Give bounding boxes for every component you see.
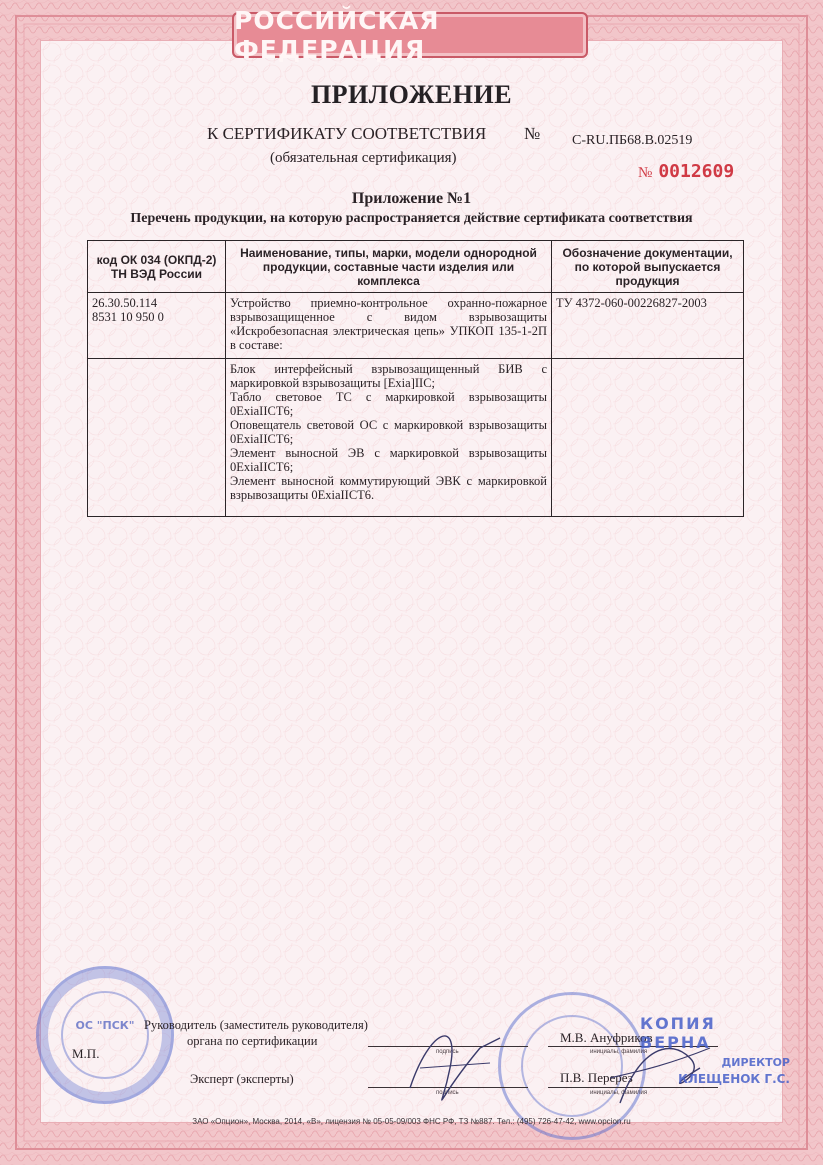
copy-certified-stamp <box>640 1014 790 1086</box>
head-label-1: Руководитель (заместитель руководителя) <box>144 1018 368 1032</box>
copy-stamp-line-1: КОПИЯ ВЕРНА <box>640 1014 716 1052</box>
certificate-line: К СЕРТИФИКАТУ СООТВЕТСТВИЯ <box>207 124 487 143</box>
header-name: Наименование, типы, марки, модели однородной продукции, составные части изделия или комплекса <box>226 241 552 293</box>
certificate-no-sign: № <box>524 124 541 143</box>
header-code: код ОК 034 (ОКПД-2) ТН ВЭД России <box>88 241 226 293</box>
component-item: Элемент выносной коммутирующий ЭВК с маркировкой взрывозащиты 0ExiaIICT6. <box>230 474 547 502</box>
copy-stamp-line-3: КЛЕЩЕНОК Г.С. <box>678 1072 790 1086</box>
component-item: Оповещатель световой ОС с маркировкой взрывозащиты 0ExiaIICT6; <box>230 418 547 446</box>
expert-signature-caption: подпись <box>436 1090 459 1096</box>
empty-code-cell <box>88 359 226 517</box>
blank-number-label: № <box>638 165 653 181</box>
header-documentation: Обозначение документации, по которой выпускается продукция <box>552 241 744 293</box>
component-item: Блок интерфейсный взрывозащищенный БИВ с маркировкой взрывозащиты [Exia]IIC; <box>230 362 547 390</box>
copy-stamp-line-2: ДИРЕКТОР <box>721 1056 790 1069</box>
head-label-2: органа по сертификации <box>187 1034 318 1048</box>
documentation-cell: ТУ 4372-060-00226827-2003 <box>552 293 744 359</box>
expert-initials-caption: инициалы, фамилия <box>590 1090 648 1096</box>
certificate-number: C-RU.ПБ68.В.02519 <box>572 133 693 148</box>
certification-type: (обязательная сертификация) <box>270 150 457 166</box>
expert-name: П.В. Перерез <box>560 1070 633 1085</box>
code-okpd: 26.30.50.114 <box>92 296 158 310</box>
seal-inner-ring <box>61 991 149 1079</box>
blank-number <box>638 161 734 182</box>
table-row <box>88 359 744 517</box>
component-item: Табло световое ТС с маркировкой взрывозащиты 0ExiaIICT6; <box>230 390 547 418</box>
table-header-row <box>88 241 744 293</box>
printer-footer: ЗАО «Опцион», Москва, 2014, «В», лицензия № 05-05-09/003 ФНС РФ, ТЗ №887. Тел.: (495) 726-47-42, www.opcion.ru <box>192 1117 631 1126</box>
page-title: ПРИЛОЖЕНИЕ <box>310 80 513 109</box>
expert-label: Эксперт (эксперты) <box>190 1072 294 1086</box>
table-row <box>88 293 744 359</box>
empty-documentation-cell <box>552 359 744 517</box>
head-name: М.В. Ануфриков <box>560 1030 653 1045</box>
appendix-description: Перечень продукции, на которую распространяется действие сертификата соответствия <box>130 211 693 226</box>
organization-seal <box>36 966 174 1104</box>
country-banner: РОССИЙСКАЯ ФЕДЕРАЦИЯ <box>232 12 588 58</box>
blank-number-value: 0012609 <box>658 161 735 182</box>
products-table <box>87 240 744 517</box>
code-cell <box>88 293 226 359</box>
appendix-number: Приложение №1 <box>351 190 472 207</box>
seal-core-text: ОС "ПСК" <box>75 1019 135 1032</box>
code-tnved: 8531 10 950 0 <box>92 310 164 324</box>
head-signature-caption: подпись <box>436 1049 459 1055</box>
component-item: Элемент выносной ЭВ с маркировкой взрывозащиты 0ExiaIICT6; <box>230 446 547 474</box>
components-cell <box>226 359 552 517</box>
seal-place-label: М.П. <box>72 1046 100 1061</box>
product-description: Устройство приемно-контрольное охранно-пожарное взрывозащищенное с видом взрывозащиты «Искробезопасная электрическая цепь» УПКОП 135-1-2П в составе: <box>226 293 552 359</box>
head-initials-caption: инициалы, фамилия <box>590 1049 648 1055</box>
